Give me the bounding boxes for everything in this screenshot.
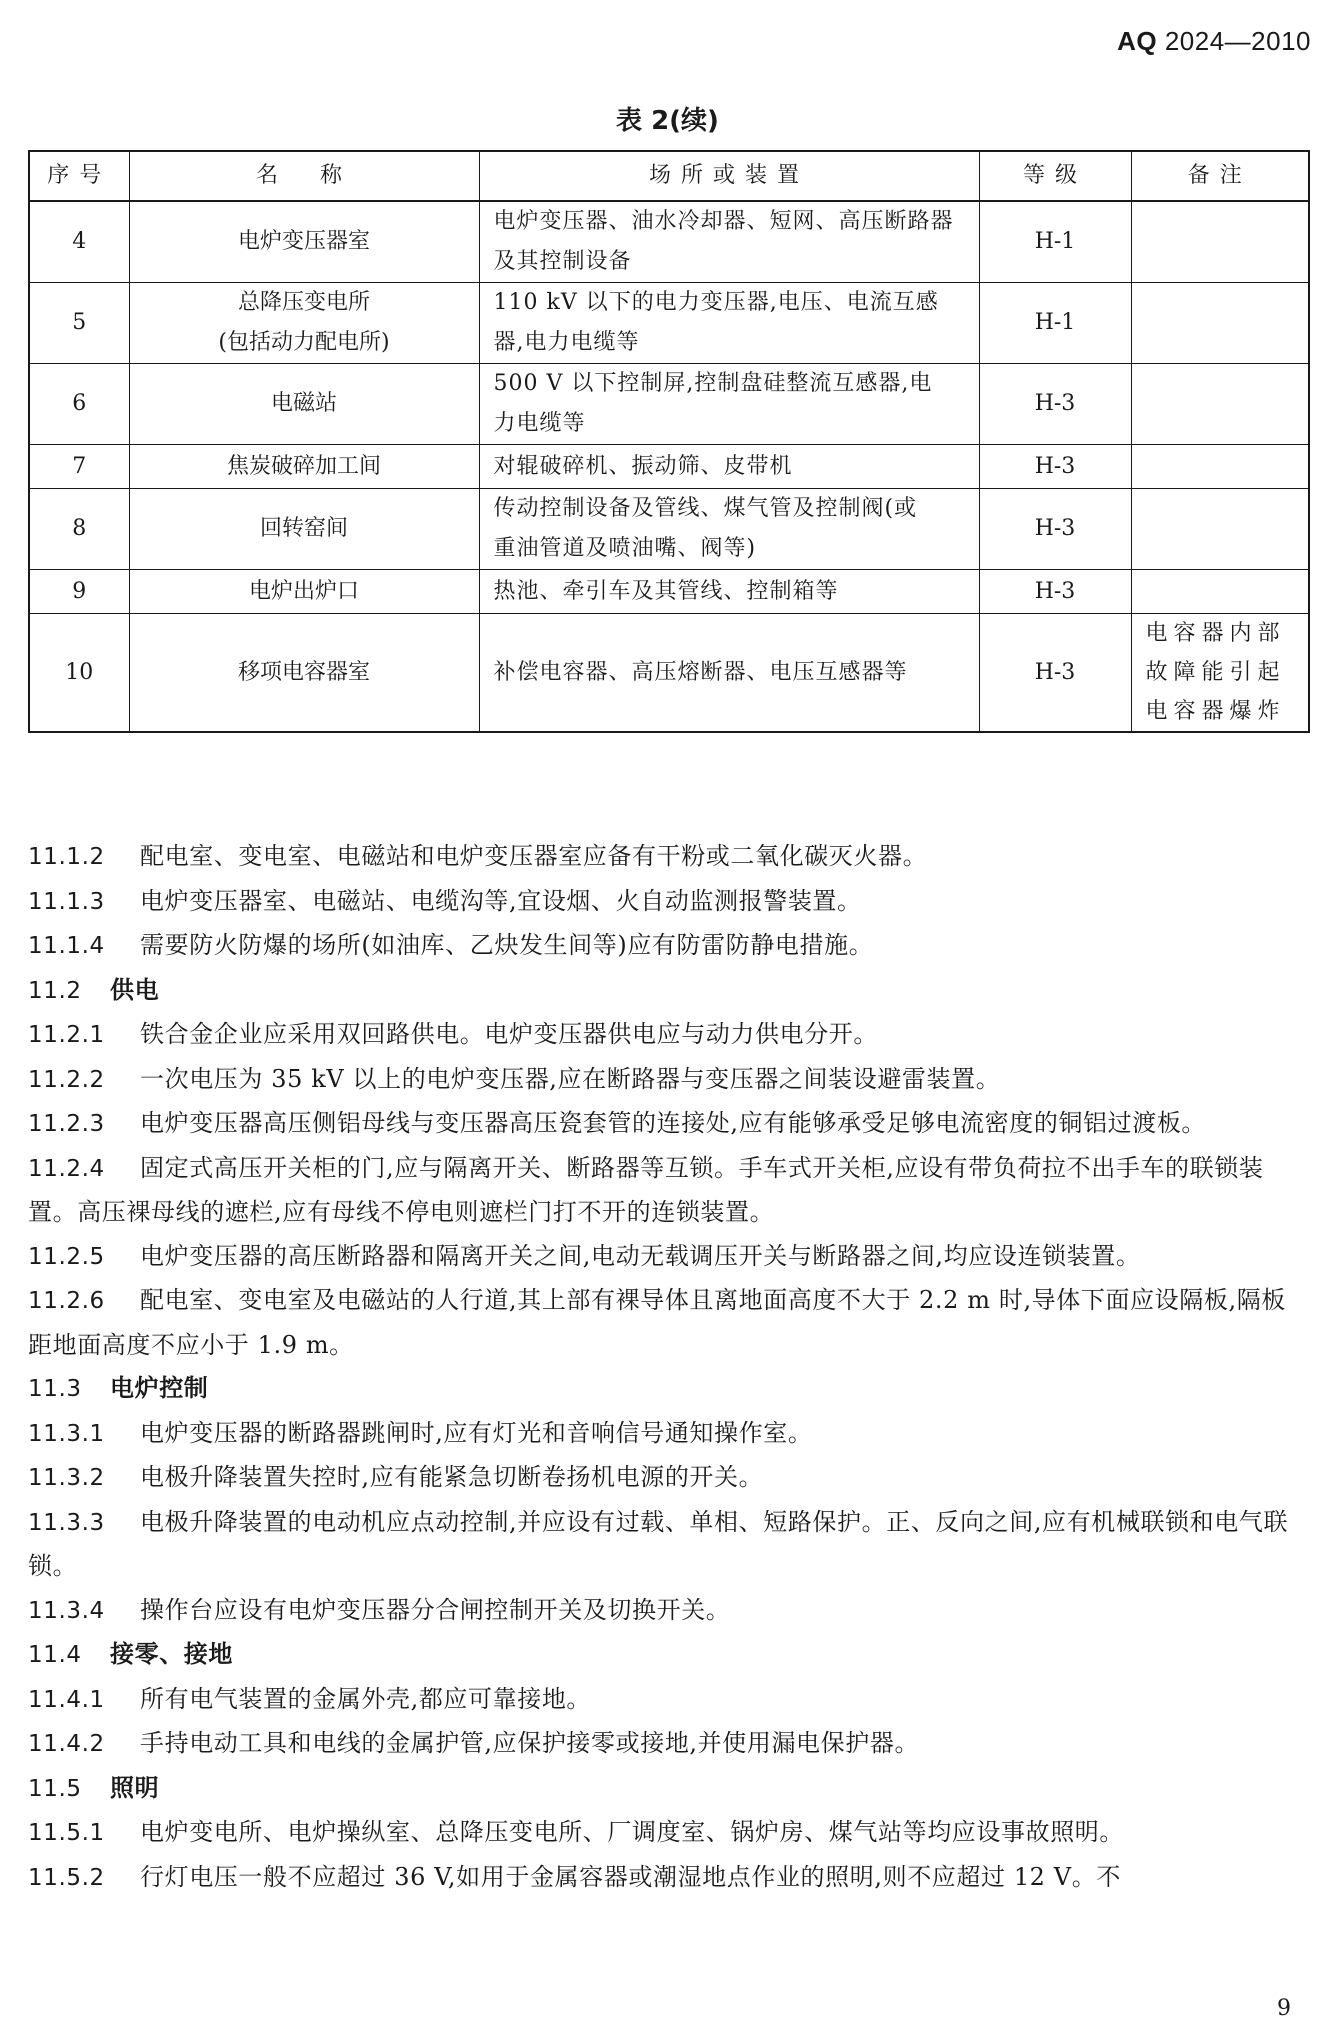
- clause-number: 11.4: [28, 1642, 82, 1668]
- clause-text: 接零、接地: [110, 1640, 233, 1668]
- clause-text: 配电室、变电室及电磁站的人行道,其上部有裸导体且离地面高度不大于 2.2 m 时,导体下面应设隔板,隔板距地面高度不应小于 1.9 m。: [28, 1286, 1286, 1359]
- cell-name: [129, 489, 479, 570]
- cell-place-line: 传动控制设备及管线、煤气管及控制阀(或: [493, 496, 918, 521]
- clause-text: 电极升降装置失控时,应有能紧急切断卷扬机电源的开关。: [140, 1463, 764, 1491]
- cell-name: [129, 364, 479, 445]
- clause-paragraph: [28, 1102, 1310, 1147]
- table-row: [29, 570, 1309, 614]
- cell-no: 8: [29, 489, 129, 570]
- section-heading: [28, 1767, 1310, 1812]
- clause-text: 电炉变压器室、电磁站、电缆沟等,宜设烟、火自动监测报警装置。: [140, 886, 862, 915]
- page-number: 9: [1277, 1996, 1291, 2021]
- cell-name: [129, 570, 479, 614]
- section-heading: [28, 969, 1310, 1014]
- cell-note: [1131, 364, 1309, 445]
- clause-text: 电炉变压器的断路器跳闸时,应有灯光和音响信号通知操作室。: [140, 1418, 813, 1447]
- cell-name-line: 移项电容器室: [237, 659, 370, 685]
- clause-text: 操作台应设有电炉变压器分合闸控制开关及切换开关。: [140, 1595, 731, 1624]
- header-name: 名 称: [129, 151, 479, 201]
- clause-text: 铁合金企业应采用双回路供电。电炉变压器供电应与动力供电分开。: [140, 1020, 878, 1048]
- cell-grade: H-3: [979, 489, 1131, 570]
- cell-place: [479, 445, 979, 489]
- clause-number: 11.2: [28, 977, 82, 1004]
- cell-name-line: (包括动力配电所): [218, 330, 390, 355]
- cell-name: [129, 201, 479, 283]
- clause-paragraph: [28, 1856, 1310, 1901]
- clause-text: 配电室、变电室、电磁站和电炉变压器室应备有干粉或二氧化碳灭火器。: [140, 842, 928, 870]
- clause-paragraph: [28, 1722, 1310, 1767]
- table-header-row: [29, 151, 1309, 201]
- clause-number: 11.2.2: [28, 1066, 105, 1093]
- cell-place: [479, 614, 979, 733]
- cell-place-line: 器,电力电缆等: [493, 330, 640, 355]
- cell-no: 10: [29, 614, 129, 733]
- clause-number: 11.4.2: [28, 1731, 105, 1757]
- clause-paragraph: [28, 1811, 1310, 1856]
- cell-name-line: 焦炭破碎加工间: [226, 453, 381, 479]
- cell-grade: H-3: [979, 614, 1131, 733]
- header-place: 场所或装置: [479, 151, 979, 201]
- clause-text: 电极升降装置的电动机应点动控制,并应设有过载、单相、短路保护。正、反向之间,应有机械联锁和电气联锁。: [28, 1507, 1289, 1580]
- cell-grade: H-1: [979, 201, 1131, 283]
- body-text: [28, 835, 1310, 1900]
- clause-text: 所有电气装置的金属外壳,都应可靠接地。: [140, 1684, 592, 1713]
- clause-number: 11.5.1: [28, 1820, 105, 1846]
- clause-text: 电炉变压器高压侧铝母线与变压器高压瓷套管的连接处,应有能够承受足够电流密度的铜铝过渡板。: [140, 1109, 1207, 1137]
- header-note: 备注: [1131, 151, 1309, 201]
- header-no: 序号: [29, 151, 129, 201]
- clause-paragraph: [28, 1678, 1310, 1723]
- clause-number: 11.1.3: [28, 888, 105, 915]
- cell-grade: H-3: [979, 570, 1131, 614]
- cell-place-line: 电炉变压器、油水冷却器、短网、高压断路器: [493, 209, 954, 234]
- clause-paragraph: [28, 1013, 1310, 1058]
- standard-code: AQ 2024—2010: [1117, 26, 1311, 56]
- clause-number: 11.3.2: [28, 1465, 105, 1491]
- cell-place-line: 重油管道及喷油嘴、阀等): [493, 536, 757, 561]
- classification-table: [28, 150, 1310, 733]
- clause-text: 供电: [110, 975, 160, 1004]
- clause-number: 11.2.3: [28, 1111, 105, 1137]
- table-row: [29, 614, 1309, 733]
- cell-note: [1131, 283, 1309, 364]
- cell-no: 7: [29, 445, 129, 489]
- cell-note-line: 故障能引起: [1145, 660, 1286, 685]
- cell-place-line: 500 V 以下控制屏,控制盘硅整流互感器,电: [493, 371, 933, 396]
- cell-grade: H-1: [979, 283, 1131, 364]
- cell-name: [129, 445, 479, 489]
- clause-number: 11.2.6: [28, 1288, 105, 1314]
- clause-number: 11.3: [28, 1376, 82, 1402]
- clause-paragraph: [28, 1501, 1310, 1589]
- cell-place-line: 及其控制设备: [493, 249, 632, 274]
- clause-paragraph: [28, 880, 1310, 925]
- clause-number: 11.1.2: [28, 844, 105, 870]
- clause-paragraph: [28, 1412, 1310, 1457]
- clause-text: 行灯电压一般不应超过 36 V,如用于金属容器或潮湿地点作业的照明,则不应超过 12 V。不: [140, 1862, 1121, 1891]
- clause-paragraph: [28, 1456, 1310, 1501]
- clause-paragraph: [28, 1147, 1310, 1235]
- clause-number: 11.3.4: [28, 1597, 105, 1624]
- cell-note-line: 电容器爆炸: [1145, 699, 1286, 724]
- clause-number: 11.2.4: [28, 1155, 105, 1182]
- cell-place: [479, 570, 979, 614]
- table-row: [29, 489, 1309, 570]
- clause-number: 11.3.1: [28, 1420, 105, 1447]
- clause-text: 电炉变电所、电炉操纵室、总降压变电所、厂调度室、锅炉房、煤气站等均应设事故照明。: [140, 1818, 1124, 1846]
- cell-no: 5: [29, 283, 129, 364]
- cell-place-line: 补偿电容器、高压熔断器、电压互感器等: [493, 659, 908, 685]
- clause-number: 11.2.1: [28, 1022, 105, 1048]
- clause-number: 11.3.3: [28, 1509, 105, 1536]
- cell-note: [1131, 614, 1309, 733]
- cell-name-line: 电炉出炉口: [248, 578, 359, 604]
- cell-place-line: 力电缆等: [493, 411, 586, 436]
- cell-note: [1131, 570, 1309, 614]
- cell-name-line: 电磁站: [270, 391, 337, 416]
- cell-place-line: 对辊破碎机、振动筛、皮带机: [493, 453, 793, 479]
- clause-paragraph: [28, 835, 1310, 880]
- cell-place: [479, 201, 979, 283]
- table-title: 表 2(续): [616, 106, 719, 136]
- table-row: [29, 201, 1309, 283]
- cell-note-line: 电容器内部: [1145, 621, 1286, 646]
- section-heading: [28, 1367, 1310, 1412]
- clause-paragraph: [28, 1589, 1310, 1634]
- cell-no: 4: [29, 201, 129, 283]
- table-row: [29, 364, 1309, 445]
- clause-number: 11.1.4: [28, 933, 105, 959]
- cell-no: 6: [29, 364, 129, 445]
- cell-note: [1131, 201, 1309, 283]
- cell-note: [1131, 489, 1309, 570]
- clause-text: 手持电动工具和电线的金属护管,应保护接零或接地,并使用漏电保护器。: [140, 1729, 920, 1757]
- cell-place: [479, 489, 979, 570]
- clause-paragraph: [28, 924, 1310, 969]
- clause-paragraph: [28, 1058, 1310, 1103]
- cell-place: [479, 283, 979, 364]
- section-heading: [28, 1633, 1310, 1678]
- cell-no: 9: [29, 570, 129, 614]
- cell-name-line: 回转窑间: [259, 516, 348, 541]
- clause-number: 11.4.1: [28, 1686, 105, 1713]
- header-grade: 等级: [979, 151, 1131, 201]
- clause-text: 电炉变压器的高压断路器和隔离开关之间,电动无载调压开关与断路器之间,均应设连锁装置。: [140, 1241, 1141, 1270]
- clause-paragraph: [28, 1235, 1310, 1280]
- clause-text: 一次电压为 35 kV 以上的电炉变压器,应在断路器与变压器之间装设避雷装置。: [140, 1064, 1001, 1093]
- cell-name: [129, 614, 479, 733]
- cell-note: [1131, 445, 1309, 489]
- clause-text: 电炉控制: [110, 1374, 209, 1402]
- table-row: [29, 445, 1309, 489]
- cell-place-line: 热池、牵引车及其管线、控制箱等: [493, 578, 839, 604]
- cell-grade: H-3: [979, 445, 1131, 489]
- table-row: [29, 283, 1309, 364]
- clause-text: 需要防火防爆的场所(如油库、乙炔发生间等)应有防雷防静电措施。: [140, 931, 874, 959]
- clause-text: 固定式高压开关柜的门,应与隔离开关、断路器等互锁。手车式开关柜,应设有带负荷拉不出手车的联锁装置。高压裸母线的遮栏,应有母线不停电则遮栏门打不开的连锁装置。: [28, 1153, 1264, 1226]
- clause-number: 11.5.2: [28, 1864, 105, 1891]
- cell-name: [129, 283, 479, 364]
- clause-number: 11.5: [28, 1775, 82, 1802]
- cell-place-line: 110 kV 以下的电力变压器,电压、电流互感: [493, 290, 939, 315]
- cell-grade: H-3: [979, 364, 1131, 445]
- cell-name-line: 电炉变压器室: [237, 229, 370, 254]
- clause-text: 照明: [110, 1773, 160, 1802]
- clause-number: 11.2.5: [28, 1243, 105, 1270]
- clause-paragraph: [28, 1279, 1310, 1367]
- cell-name-line: 总降压变电所: [237, 290, 370, 315]
- cell-place: [479, 364, 979, 445]
